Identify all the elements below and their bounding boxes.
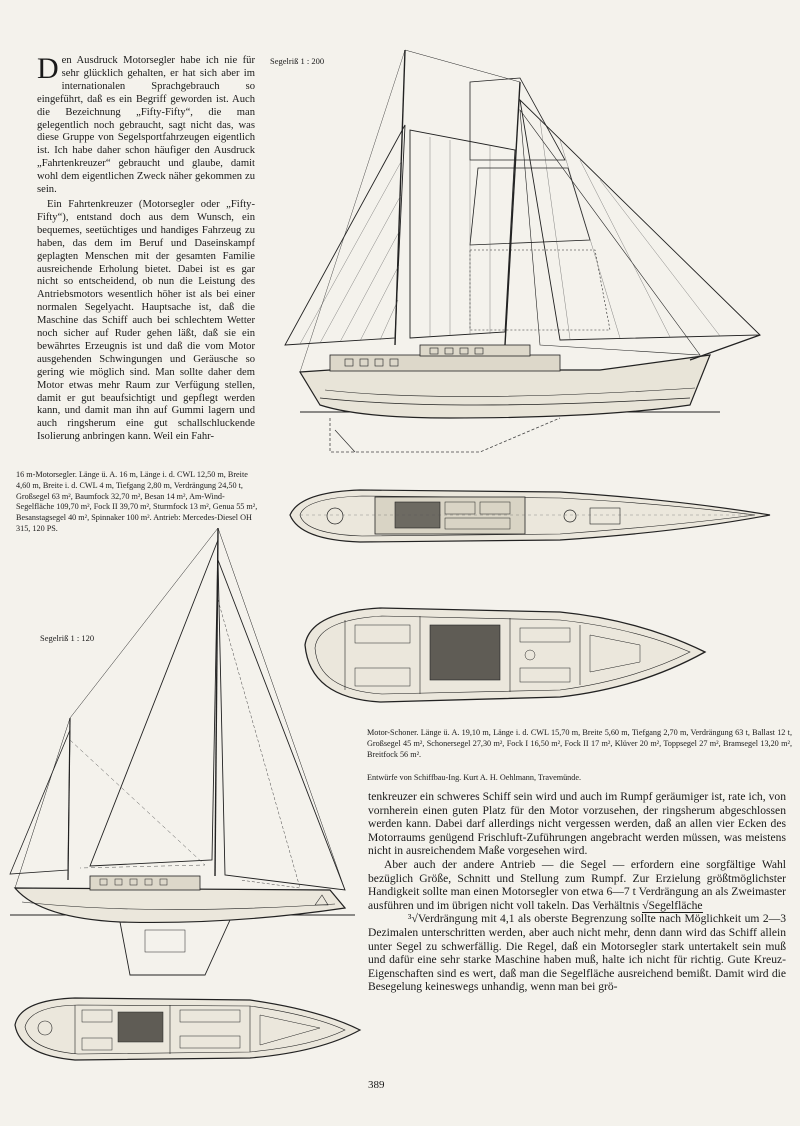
left-paragraph-1	[37, 52, 255, 197]
segelriss-200-label: Segelriß 1 : 200	[270, 56, 325, 66]
schoner-sail-plan	[285, 50, 760, 452]
caption-motorsegler-16m: 16 m-Motorsegler. Länge ü. A. 16 m, Länge i. d. CWL 12,50 m, Breite 4,60 m, Breite i. d. CWL 4 m, Tiefgang 2,80 m, Verdrängung 24,50 t, Großsegel 63 m², Baumfock 32,70 m², Besan 14 m², Am-Wind-Segelfläche 109,70 m², Fock II 39,70 m², Sturmfock 13 m², Genua 55 m², Besanstagsegel 40 m², Spinnaker 100 m². Antrieb: Mercedes-Diesel OH 315, 120 PS.	[16, 470, 258, 533]
right-paragraph-3	[368, 912, 786, 994]
left-paragraph-1-text: en Ausdruck Motorsegler habe ich nie für sehr glücklich gehalten, er hat sich aber im internationalen Sprachgebrauch so eingeführt, daß es ein Begriff geworden ist. Auch die Bezeichnung „Fifty-Fifty“, die man gelegentlich noch gebraucht, sagt nicht das, was diese Gruppe von Segelsportfahrzeugen eigentlich ist. Ich habe daher schon häufiger den Ausdruck „Fahrtenkreuzer“ gebraucht und glaube, damit wohl dem eigentlichen Zweck näher gekommen zu sein.	[37, 55, 255, 196]
left-text-column	[37, 52, 255, 446]
left-paragraph-2: Ein Fahrtenkreuzer (Motorsegler oder „Fifty-Fifty“), entstand doch aus dem Wunsch, ein bequemes, seetüchtiges und handiges Fahrzeug zu haben, das dem im Beruf und Daseinskampf geplagten Menschen mit der gesamten Familie ausreichende Erholung bietet. Dabei ist es gar nicht so entscheidend, ob nun die Leistung des Antriebsmotors wesentlich höher ist als bei einer normalen Segelyacht. Hauptsache ist, daß die Maschine das Schiff auch bei schlechtem Wetter noch sicher auf Ruder gehen läßt, daß sie ein bewährtes Erzeugnis ist und daß die vom Motor ausgehenden Schwingungen und Geräusche so gering wie möglich sind. Man sollte daher dem Motor etwas mehr Raum zur Verfügung stellen, damit er gut beaufsichtigt und gepflegt werden kann, und damit man ihn auf Gummi lagern und auch ringsherum eine gut schallschluckende Isolierung anbringen kann. Weil ein Fahr-	[37, 198, 255, 443]
caption-entwuerfe: Entwürfe von Schiffbau-Ing. Kurt A. H. Oehlmann, Travemünde.	[367, 773, 582, 782]
schoner-interior-plan	[305, 608, 705, 702]
page-number: 389	[368, 1079, 385, 1091]
schoner-deck-plan	[290, 490, 770, 542]
formula-denominator: ³√Verdrängung	[408, 912, 478, 926]
right-paragraph-1: tenkreuzer ein schweres Schiff sein wird und auch im Rumpf geräumiger ist, rate ich, von vornherein einen guten Platz für den Motor vorzusehen, der ringsherum abgeschlossen werden kann. Dabei darf allerdings nicht vergessen werden, daß an allen vier Ecken des Motorraums genügend Frischluft-Zuführungen angebracht werden müssen, was meistens nicht in ausreichendem Maße vorgesehen wird.	[368, 790, 786, 858]
segelriss-120-label: Segelriß 1 : 120	[40, 633, 95, 643]
motorsegler-interior-plan	[15, 998, 360, 1060]
motorsegler-sail-plan	[10, 528, 355, 975]
right-paragraph-2-text: Aber auch der andere Antrieb — die Segel — erfordern eine sorgfältige Wahl bezüglich Größe, Schnitt und Stellung zum Rumpf. Zur Erzielung größtmöglichster Handigkeit sollte man einen Motorsegler von etwa 6—7 t Verdrängung an als Zweimaster ausführen und im übrigen nicht voll takeln. Das Verhältnis	[368, 857, 786, 912]
formula-numerator: √Segelfläche	[642, 898, 703, 912]
right-paragraph-2	[368, 858, 786, 912]
caption-motor-schoner: Motor-Schoner. Länge ü. A. 19,10 m, Länge i. d. CWL 15,70 m, Breite 5,60 m, Tiefgang 2,70 m, Verdrängung 63 t, Ballast 12 t, Großsegel 45 m², Schonersegel 27,30 m², Fock I 16,50 m², Fock II 17 m², Klüver 20 m², Toppsegel 27 m², Bramsegel 13,20 m², Breitfock 56 m².	[367, 728, 792, 759]
right-text-column	[368, 790, 786, 994]
right-paragraph-3-text: mit 4,1 als oberste Begrenzung sollte nach Möglichkeit um 2—3 Dezimalen unterschritten werden, aber auch nicht mehr, denn dann wird das Schiff allein unter Segel zu schwerfällig. Die Regel, daß ein Motorsegler stark untertakelt sein muß und dafür eine sehr starke Maschine haben muß, halte ich nicht für richtig. Gute Kreuz-Eigenschaften sind es wert, daß man die Segelfläche ausreichend bemißt. Damit wird die Besegelung keineswegs unhandig, wenn man bei grö-	[368, 912, 787, 994]
dropcap: D	[37, 52, 59, 85]
